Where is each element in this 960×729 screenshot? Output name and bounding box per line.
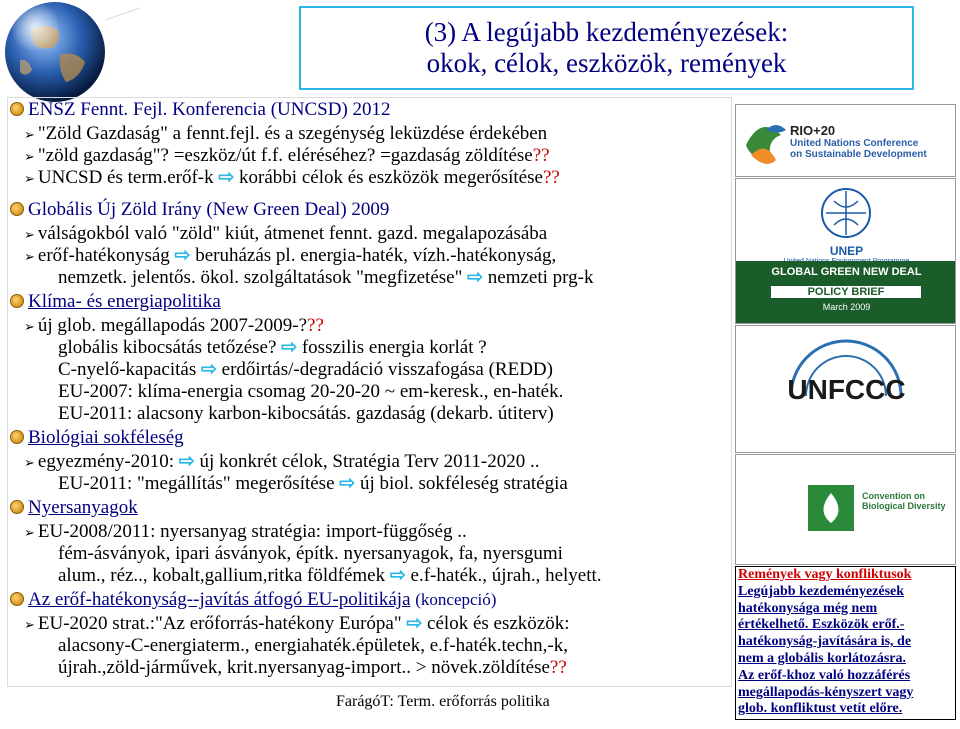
list-item-continued: alacsony-C-energiaterm., energiahaték.épületek, e.f-haték.techn,-k, bbox=[58, 635, 568, 656]
list-item: ➢ UNCSD és term.erőf-k ⇨ korábbi célok és eszközök megerősítése?? bbox=[24, 167, 560, 188]
arrow-right-icon: ⇨ bbox=[174, 245, 191, 266]
arrow-right-icon: ⇨ bbox=[389, 565, 406, 586]
slide-title-line1: (3) A legújabb kezdeményezések: bbox=[424, 17, 789, 47]
triangle-bullet-icon: ➢ bbox=[24, 249, 35, 264]
list-item-continued: EU-2011: "megállítás" megerősítése ⇨ új biol. sokféleség stratégia bbox=[58, 473, 568, 494]
unep-emblem-icon bbox=[816, 183, 876, 243]
list-item-continued: nemzetk. jelentős. ökol. szolgáltatások "megfizetése" ⇨ nemzeti prg-k bbox=[58, 267, 594, 288]
list-item: ➢ EU-2020 strat.:"Az erőforrás-hatékony Európa" ⇨ célok és eszközök: bbox=[24, 613, 570, 634]
triangle-bullet-icon: ➢ bbox=[24, 525, 35, 540]
heading-climate: Klíma- és energiapolitika bbox=[10, 291, 221, 313]
list-item: ➢ "Zöld Gazdaság" a fennt.fejl. és a szegénység leküzdése érdekében bbox=[24, 123, 548, 144]
list-item: ➢ új glob. megállapodás 2007-2009-??? bbox=[24, 315, 324, 336]
list-item: ➢ erőf-hatékonyság ⇨ beruházás pl. energia-haték, vízh.-hatékonyság, bbox=[24, 245, 557, 266]
list-item-continued: EU-2007: klíma-energia csomag 20-20-20 ~ em-keresk., en-haték. bbox=[58, 381, 564, 402]
slide-title-line2: okok, célok, eszközök, remények bbox=[426, 48, 787, 78]
globe-image bbox=[0, 0, 150, 110]
footer-credit: FarágóT: Term. erőforrás politika bbox=[336, 693, 550, 710]
heading-eu-policy: Az erőf-hatékonyság--javítás átfogó EU-politikája (koncepció) bbox=[10, 589, 496, 611]
cbd-emblem-icon bbox=[806, 483, 856, 533]
unfccc-logo: UNFCCC bbox=[735, 325, 956, 453]
list-item: ➢ válságokból való "zöld" kiút, átmenet fennt. gazd. megalapozásába bbox=[24, 223, 548, 244]
ggnd-banner: GLOBAL GREEN NEW DEAL POLICY BRIEF March 2009 bbox=[736, 261, 956, 324]
list-item: ➢ egyezmény-2010: ⇨ új konkrét célok, Stratégia Terv 2011-2020 .. bbox=[24, 451, 540, 472]
gold-bullet-icon bbox=[10, 500, 24, 514]
list-item-continued: újrah.,zöld-járművek, krit.nyersanyag-import.. > növek.zöldítése?? bbox=[58, 657, 567, 678]
heading-green-deal: Globális Új Zöld Irány (New Green Deal) 2009 bbox=[10, 199, 389, 221]
gold-bullet-icon bbox=[10, 102, 24, 116]
rio20-logo: RIO+20 United Nations Conference on Sustainable Development bbox=[735, 104, 956, 177]
list-item: ➢ "zöld gazdaság"? =eszköz/út f.f. eléréséhez? =gazdaság zöldítése?? bbox=[24, 145, 550, 166]
gold-bullet-icon bbox=[10, 294, 24, 308]
gold-bullet-icon bbox=[10, 430, 24, 444]
list-item-continued: EU-2011: alacsony karbon-kibocsátás. gazdaság (dekarb. útiterv) bbox=[58, 403, 554, 424]
heading-biodiversity: Biológiai sokféleség bbox=[10, 427, 184, 449]
gold-bullet-icon bbox=[10, 592, 24, 606]
list-item-continued: C-nyelő-kapacitás ⇨ erdőirtás/-degradáció visszafogása (REDD) bbox=[58, 359, 553, 380]
heading-raw-materials: Nyersanyagok bbox=[10, 497, 138, 519]
triangle-bullet-icon: ➢ bbox=[24, 149, 35, 164]
arrow-right-icon: ⇨ bbox=[281, 337, 298, 358]
triangle-bullet-icon: ➢ bbox=[24, 319, 35, 334]
triangle-bullet-icon: ➢ bbox=[24, 171, 35, 186]
triangle-bullet-icon: ➢ bbox=[24, 227, 35, 242]
triangle-bullet-icon: ➢ bbox=[24, 127, 35, 142]
triangle-bullet-icon: ➢ bbox=[24, 617, 35, 632]
list-item-continued: fém-ásványok, ipari ásványok, építk. nyersanyagok, fa, nyersgumi bbox=[58, 543, 563, 564]
cbd-logo: Convention on Biological Diversity bbox=[735, 454, 956, 565]
triangle-bullet-icon: ➢ bbox=[24, 455, 35, 470]
arrow-right-icon: ⇨ bbox=[467, 267, 484, 288]
hopes-conflicts-caption: Remények vagy konfliktusok Legújabb kezdeményezések hatékonysága még nem értékelhető. Eszközök erőf.- hatékonyság-javítására is, de nem a globális korlátozásra. Az erőf-khoz való hozzáférés megállapodás-kényszert vagy glob. konfliktust vetít előre. bbox=[735, 566, 956, 720]
gold-bullet-icon bbox=[10, 202, 24, 216]
arrow-right-icon: ⇨ bbox=[178, 451, 195, 472]
list-item-continued: alum., réz.., kobalt,gallium,ritka földfémek ⇨ e.f-haték., újrah., helyett. bbox=[58, 565, 602, 586]
arrow-right-icon: ⇨ bbox=[406, 613, 423, 634]
slide-title-box bbox=[299, 6, 914, 90]
heading-uncsd: ENSZ Fennt. Fejl. Konferencia (UNCSD) 2012 bbox=[10, 99, 391, 121]
list-item: ➢ EU-2008/2011: nyersanyag stratégia: import-függőség .. bbox=[24, 521, 467, 542]
arrow-right-icon: ⇨ bbox=[218, 167, 235, 188]
arrow-right-icon: ⇨ bbox=[339, 473, 356, 494]
unep-green-deal-cover: UNEP GLOBAL GREEN NEW DEAL POLICY BRIEF March 2009 bbox=[735, 178, 956, 324]
list-item-continued: globális kibocsátás tetőzése? ⇨ fosszilis energia korlát ? bbox=[58, 337, 487, 358]
arrow-right-icon: ⇨ bbox=[200, 359, 217, 380]
